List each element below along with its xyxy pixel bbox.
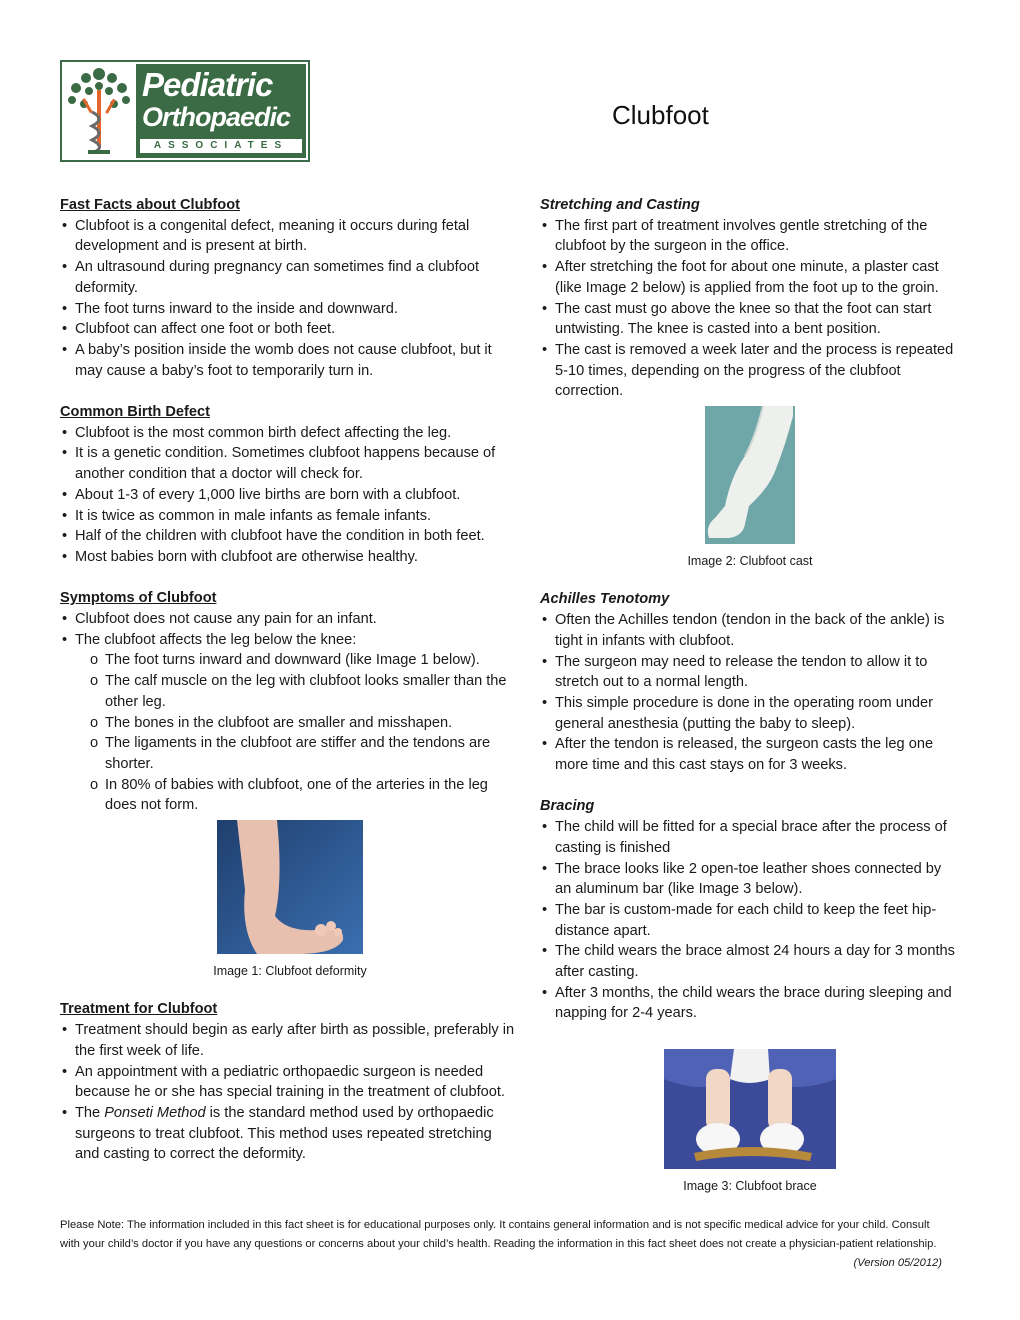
list-item: • Clubfoot does not cause any pain for an infant. <box>60 609 520 630</box>
list-item: • A baby’s position inside the womb does not cause clubfoot, but it may cause a baby’s foot to temporarily turn in. <box>60 340 520 381</box>
list-item: • An appointment with a pediatric orthopaedic surgeon is needed because he or she has special training in the treatment of clubfoot. <box>60 1062 520 1103</box>
list-item: • Most babies born with clubfoot are otherwise healthy. <box>60 547 520 568</box>
clubfoot-cast-image <box>705 406 795 544</box>
logo-line-2: Orthopaedic <box>142 102 291 132</box>
list-item-text: The clubfoot affects the leg below the knee: <box>75 631 357 648</box>
fast-facts-list <box>60 216 520 382</box>
symptoms-heading: Symptoms of Clubfoot <box>60 590 217 607</box>
list-item: • Clubfoot is a congenital defect, meaning it occurs during fetal development and is present at birth. <box>60 216 520 257</box>
clubfoot-deformity-image <box>217 820 363 954</box>
list-item: • The surgeon may need to release the tendon to allow it to stretch out to a normal length. <box>540 652 960 693</box>
achilles-heading: Achilles Tenotomy <box>540 591 670 608</box>
fast-facts-heading: Fast Facts about Clubfoot <box>60 197 240 213</box>
list-item: • About 1-3 of every 1,000 live births are born with a clubfoot. <box>60 485 520 506</box>
list-item: • Treatment should begin as early after birth as possible, preferably in the first week of life. <box>60 1020 520 1061</box>
logo-wordmark <box>136 64 306 158</box>
treatment-heading: Treatment for Clubfoot <box>60 1001 218 1018</box>
figure-3-caption: Image 3: Clubfoot brace <box>683 1178 817 1193</box>
achilles-list <box>540 610 960 776</box>
list-item: • The child will be fitted for a special brace after the process of casting is finished <box>540 817 960 858</box>
list-item: • The brace looks like 2 open-toe leather shoes connected by an aluminum bar (like Image 3 below). <box>540 859 960 900</box>
disclaimer-text: Please Note: The information included in this fact sheet is for educational purposes only. It contains general information and is not specific medical advice for your child. Consult with your child’s doctor if you have any questions or concerns about your child’s health. Reading the information in this fact sheet does not create a physician-patient relationship. <box>60 1219 937 1250</box>
symptoms-list <box>60 609 520 650</box>
left-column <box>60 195 520 1165</box>
clubfoot-brace-image <box>664 1049 836 1169</box>
treatment-list <box>60 1020 520 1165</box>
list-item: • Half of the children with clubfoot have the condition in both feet. <box>60 526 520 547</box>
list-item: • Clubfoot can affect one foot or both feet. <box>60 319 520 340</box>
list-item: • An ultrasound during pregnancy can sometimes find a clubfoot deformity. <box>60 257 520 298</box>
logo <box>60 60 310 162</box>
list-item: • Often the Achilles tendon (tendon in the back of the ankle) is tight in infants with clubfoot. <box>540 610 960 651</box>
sub-list-item: o The calf muscle on the leg with clubfoot looks smaller than the other leg. <box>90 671 520 712</box>
tree-logo-icon <box>64 64 134 158</box>
stretching-list <box>540 216 960 402</box>
figure-1-caption: Image 1: Clubfoot deformity <box>213 963 367 978</box>
disclaimer-note <box>60 1216 942 1273</box>
common-birth-defect-list <box>60 423 520 568</box>
sub-list-item: o The ligaments in the clubfoot are stiffer and the tendons are shorter. <box>90 733 520 774</box>
list-item: • The bar is custom-made for each child to keep the feet hip-distance apart. <box>540 900 960 941</box>
list-item: • The child wears the brace almost 24 hours a day for 3 months after casting. <box>540 941 960 982</box>
bracing-list <box>540 817 960 1024</box>
ponseti-post: is the standard method used by orthopaedic surgeons to treat clubfoot. This method uses repeated stretching and casting to correct the deformity. <box>75 1104 494 1163</box>
version-label: (Version 05/2012) <box>853 1257 942 1269</box>
sub-list-item: o In 80% of babies with clubfoot, one of the arteries in the leg does not form. <box>90 775 520 816</box>
page-title: Clubfoot <box>612 100 709 130</box>
stretching-heading: Stretching and Casting <box>540 197 700 213</box>
figure-1 <box>60 820 520 979</box>
logo-line-1: Pediatric <box>142 66 273 103</box>
figure-2-caption: Image 2: Clubfoot cast <box>687 553 813 568</box>
list-item: • Clubfoot is the most common birth defect affecting the leg. <box>60 423 520 444</box>
figure-2 <box>540 406 960 569</box>
figure-3 <box>540 1049 960 1194</box>
list-item: • The cast must go above the knee so that the foot can start untwisting. The knee is casted into a bent position. <box>540 299 960 340</box>
ponseti-pre: The <box>75 1104 105 1121</box>
sub-list-item: o The bones in the clubfoot are smaller and misshapen. <box>90 713 520 734</box>
list-item: • The cast is removed a week later and the process is repeated 5-10 times, depending on the progress of the clubfoot correction. <box>540 340 960 402</box>
list-item: • It is a genetic condition. Sometimes clubfoot happens because of another condition that a doctor will check for. <box>60 443 520 484</box>
list-item: • After 3 months, the child wears the brace during sleeping and napping for 2-4 years. <box>540 983 960 1024</box>
list-item: • It is twice as common in male infants as female infants. <box>60 506 520 527</box>
list-item: • The first part of treatment involves gentle stretching of the clubfoot by the surgeon in the office. <box>540 216 960 257</box>
bracing-heading: Bracing <box>540 798 595 815</box>
common-birth-defect-heading: Common Birth Defect <box>60 404 210 421</box>
symptoms-sublist <box>60 650 520 816</box>
list-item <box>60 1103 520 1165</box>
list-item: • This simple procedure is done in the operating room under general anesthesia (putting the baby to sleep). <box>540 693 960 734</box>
sub-list-item: o The foot turns inward and downward (like Image 1 below). <box>90 650 520 671</box>
list-item: • The foot turns inward to the inside and downward. <box>60 299 520 320</box>
logo-line-3: ASSOCIATES <box>153 140 289 151</box>
right-column <box>540 195 960 1194</box>
logo-bar <box>140 139 302 153</box>
list-item: • After the tendon is released, the surgeon casts the leg one more time and this cast stays on for 3 weeks. <box>540 734 960 775</box>
list-item: • After stretching the foot for about one minute, a plaster cast (like Image 2 below) is applied from the foot up to the groin. <box>540 257 960 298</box>
ponseti-method-term: Ponseti Method <box>104 1104 206 1121</box>
list-item <box>60 630 520 651</box>
